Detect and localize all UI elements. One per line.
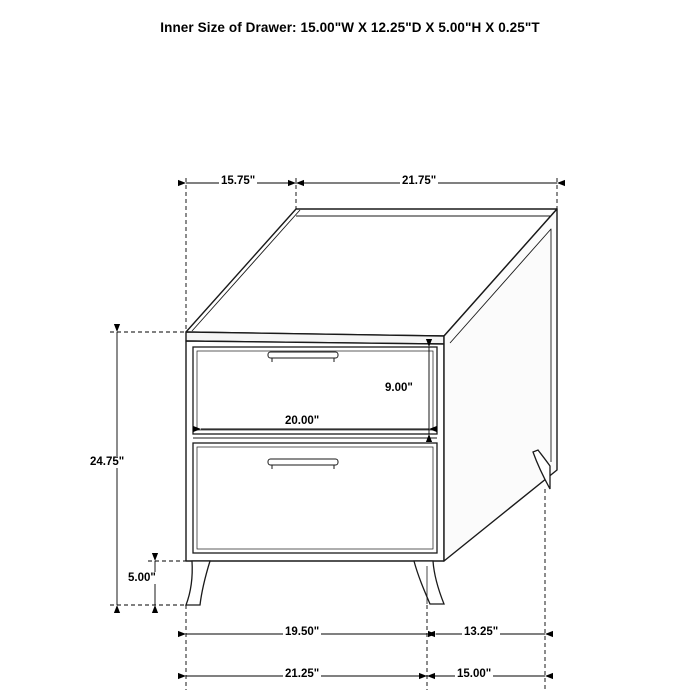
dimension-label-overall-width: 21.25" bbox=[285, 668, 320, 680]
drawer-lower[interactable] bbox=[193, 443, 437, 553]
leg-front-right bbox=[414, 561, 444, 604]
dimension-label-side-foot-span: 13.25" bbox=[464, 626, 499, 638]
leg-front-left bbox=[186, 561, 210, 605]
dimension-label-drawer-height: 9.00" bbox=[385, 382, 413, 394]
dimension-label-leg-height: 5.00" bbox=[128, 572, 156, 584]
dimension-label-overall-depth: 15.00" bbox=[457, 668, 492, 680]
dimension-label-overall-height: 24.75" bbox=[90, 456, 125, 468]
page-title: Inner Size of Drawer: 15.00"W X 12.25"D X 5.00"H X 0.25"T bbox=[160, 20, 540, 35]
dimension-label-top-right-width: 21.75" bbox=[402, 175, 437, 187]
dimension-label-drawer-width: 20.00" bbox=[285, 415, 320, 427]
dimension-label-top-left-depth: 15.75" bbox=[221, 175, 256, 187]
dimension-label-front-foot-span: 19.50" bbox=[285, 626, 320, 638]
